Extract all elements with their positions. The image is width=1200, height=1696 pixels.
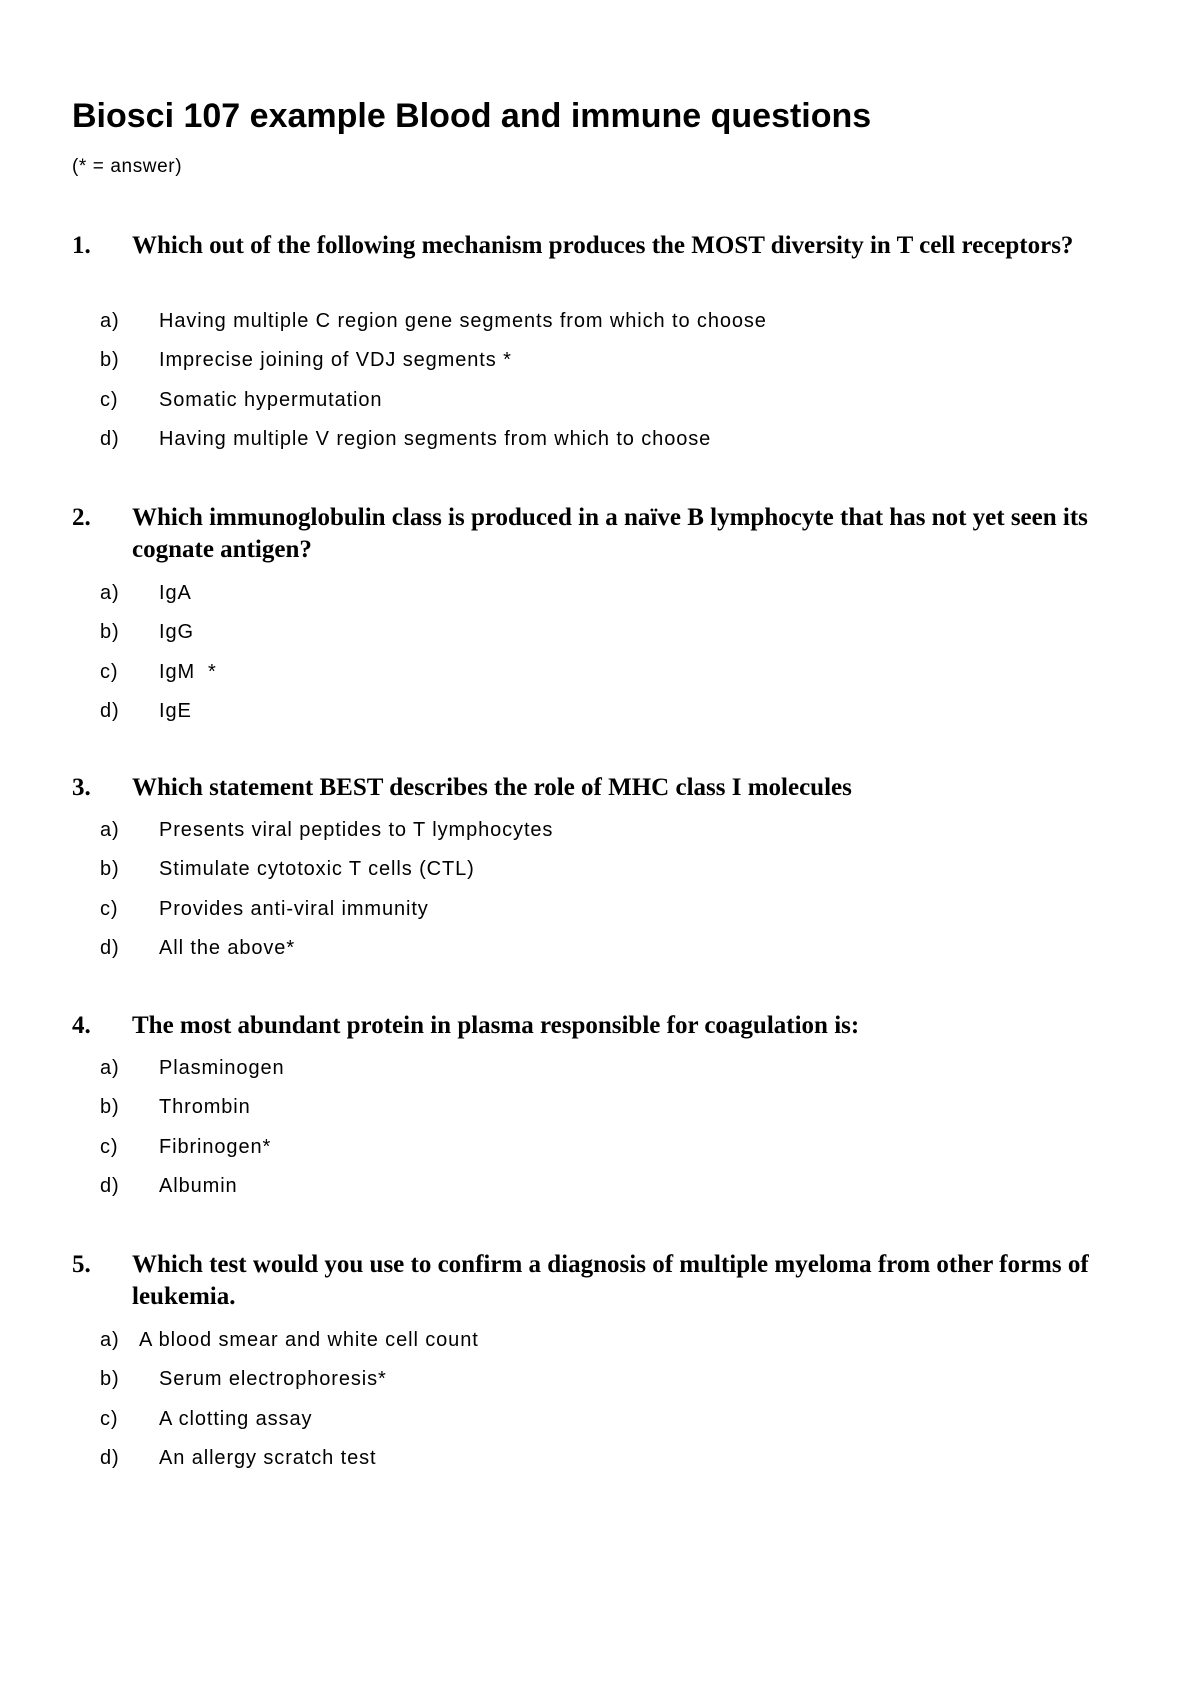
option-letter: c) bbox=[100, 388, 119, 411]
option-letter: c) bbox=[100, 897, 119, 920]
option-text: Imprecise joining of VDJ segments * bbox=[159, 349, 512, 372]
option-d bbox=[0, 1173, 1200, 1212]
option-text: IgG bbox=[159, 621, 194, 644]
option-text: IgE bbox=[159, 699, 192, 722]
option-text: Thrombin bbox=[159, 1096, 251, 1119]
option-a bbox=[0, 580, 1200, 619]
option-letter: c) bbox=[100, 1135, 119, 1158]
option-d bbox=[0, 426, 1200, 465]
question-number: 3. bbox=[72, 774, 91, 801]
option-letter: a) bbox=[100, 1057, 120, 1079]
option-text: Provides anti-viral immunity bbox=[159, 897, 429, 920]
option-letter: b) bbox=[100, 349, 120, 372]
question-text: Which test would you use to confirm a diagnosis of multiple myeloma from other forms of leukemia. bbox=[132, 1251, 1089, 1310]
option-letter: a) bbox=[100, 310, 120, 332]
option-letter: a) bbox=[100, 582, 120, 604]
answer-legend: (* = answer) bbox=[72, 156, 183, 177]
option-c bbox=[0, 659, 1200, 698]
option-list bbox=[0, 1055, 1200, 1212]
option-letter: c) bbox=[100, 1407, 119, 1430]
option-text: An allergy scratch test bbox=[159, 1446, 377, 1469]
question-number: 1. bbox=[72, 232, 91, 259]
option-list bbox=[0, 308, 1200, 465]
option-text: All the above* bbox=[159, 936, 296, 959]
option-b bbox=[0, 619, 1200, 658]
option-letter: d) bbox=[100, 427, 120, 450]
option-letter: d) bbox=[100, 1446, 120, 1469]
option-b bbox=[0, 856, 1200, 895]
option-text: Albumin bbox=[159, 1174, 238, 1197]
option-text: IgA bbox=[159, 582, 192, 604]
option-a bbox=[0, 1055, 1200, 1094]
question-number: 2. bbox=[72, 504, 91, 531]
option-text: A blood smear and white cell count bbox=[139, 1329, 479, 1351]
question-text: The most abundant protein in plasma responsible for coagulation is: bbox=[132, 1012, 860, 1039]
option-letter: a) bbox=[100, 819, 120, 841]
option-letter: d) bbox=[100, 936, 120, 959]
option-text: Plasminogen bbox=[159, 1057, 285, 1079]
option-text: Somatic hypermutation bbox=[159, 388, 383, 411]
option-text: IgM * bbox=[159, 660, 217, 683]
option-letter: d) bbox=[100, 699, 120, 722]
option-text: Presents viral peptides to T lymphocytes bbox=[159, 819, 554, 841]
option-list bbox=[0, 580, 1200, 737]
option-letter: b) bbox=[100, 858, 120, 881]
question-text: Which out of the following mechanism produces the MOST diversity in T cell receptors? bbox=[132, 232, 1074, 259]
option-d bbox=[0, 1445, 1200, 1484]
option-list bbox=[0, 1327, 1200, 1484]
option-c bbox=[0, 1406, 1200, 1445]
option-letter: d) bbox=[100, 1174, 120, 1197]
option-c bbox=[0, 387, 1200, 426]
option-letter: b) bbox=[100, 621, 120, 644]
option-c bbox=[0, 1134, 1200, 1173]
option-letter: a) bbox=[100, 1329, 120, 1351]
option-a bbox=[0, 817, 1200, 856]
option-text: Stimulate cytotoxic T cells (CTL) bbox=[159, 858, 475, 881]
question-text: Which statement BEST describes the role of MHC class I molecules bbox=[132, 774, 852, 801]
option-text: Having multiple V region segments from which to choose bbox=[159, 427, 712, 450]
option-text: Fibrinogen* bbox=[159, 1135, 272, 1158]
option-d bbox=[0, 935, 1200, 974]
option-b bbox=[0, 1094, 1200, 1133]
option-a bbox=[0, 1327, 1200, 1366]
page-title: Biosci 107 example Blood and immune questions bbox=[72, 97, 872, 135]
option-text: A clotting assay bbox=[159, 1407, 313, 1430]
option-b bbox=[0, 1366, 1200, 1405]
option-d bbox=[0, 698, 1200, 737]
option-c bbox=[0, 896, 1200, 935]
option-text: Having multiple C region gene segments from which to choose bbox=[159, 310, 767, 332]
option-letter: b) bbox=[100, 1368, 120, 1391]
option-b bbox=[0, 347, 1200, 386]
option-letter: c) bbox=[100, 660, 119, 683]
option-text: Serum electrophoresis* bbox=[159, 1368, 387, 1391]
option-a bbox=[0, 308, 1200, 347]
question-text: Which immunoglobulin class is produced in a naïve B lymphocyte that has not yet seen its cognate antigen? bbox=[132, 504, 1088, 563]
option-list bbox=[0, 817, 1200, 974]
question-number: 5. bbox=[72, 1251, 91, 1278]
option-letter: b) bbox=[100, 1096, 120, 1119]
question-number: 4. bbox=[72, 1012, 91, 1039]
